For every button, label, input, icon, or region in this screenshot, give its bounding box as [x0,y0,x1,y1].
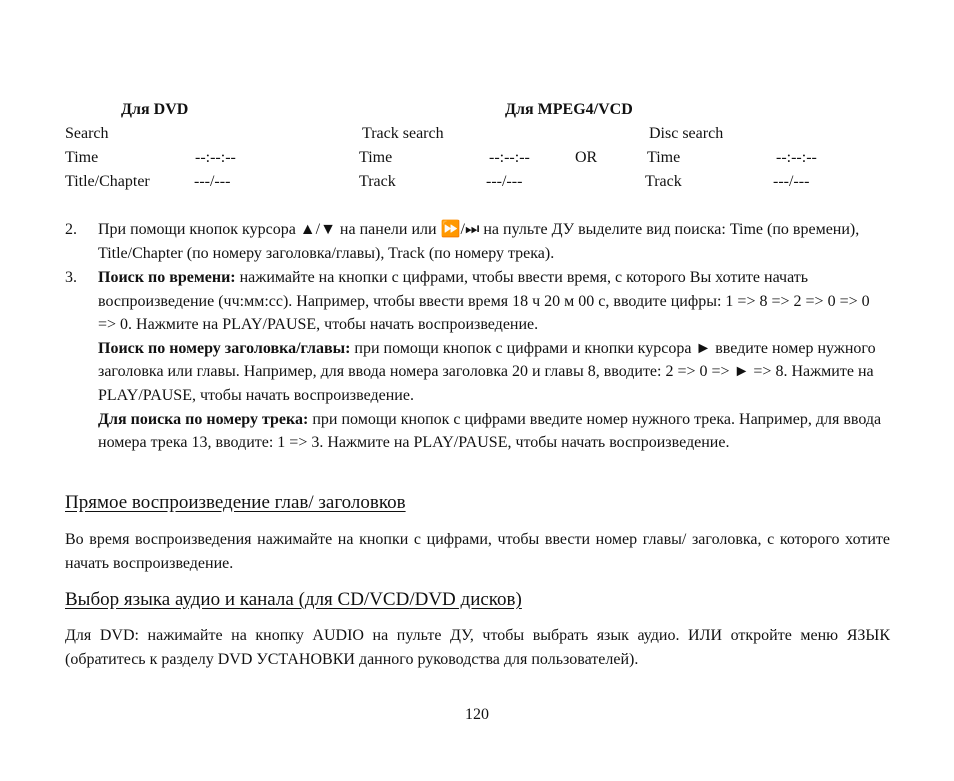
step-number: 2. [65,221,77,238]
step-text: При помощи кнопок курсора ▲/▼ на панели или ⏩/⏭ на пульте ДУ выделите вид поиска: Time (по времени), Title/Chapter (по номеру заголовка/главы), Track (по номеру трека). [98,221,860,262]
step-body [98,266,891,455]
dvd-title-chapter-value: ---/--- [194,173,231,190]
dvd-time-label: Time [65,149,99,166]
direct-playback-text: Во время воспроизведения нажимайте на кнопки с цифрами, чтобы ввести номер главы/ заголовка, с которого хотите начать воспроизведение. [65,531,890,572]
dvd-title-chapter-label: Title/Chapter [65,173,150,190]
title-search-text: при помощи кнопок с цифрами и кнопки курсора ► введите номер нужного заголовка или главы. Например, для ввода номера заголовка 20 и главы 8, вводите: 2 => 0 => ► => 8. Нажмите на PLAY/PAUSE, чтобы начать воспроизведение. [98,339,876,404]
audio-language-text: Для DVD: нажимайте на кнопку AUDIO на пульте ДУ, чтобы выбрать язык аудио. ИЛИ откройте меню ЯЗЫК (обратитесь к разделу DVD УСТАНОВКИ данного руководства для пользователей). [65,627,890,668]
disc-track-value: ---/--- [773,173,810,190]
time-search-title: Поиск по времени: [98,269,236,286]
track-track-value: ---/--- [486,173,523,190]
title-search-title: Поиск по номеру заголовка/главы: [98,339,351,357]
title-search-paragraph [98,337,891,408]
time-search-paragraph [98,266,891,337]
time-search-text: нажимайте на кнопки с цифрами, чтобы ввести время, с которого Вы хотите начать воспроизведение (чч:мм:сс). Например, чтобы ввести время 18 ч 20 м 00 с, вводите цифры: 1 => 8 => 2 => 0 => 0 => 0. Нажмите на PLAY/PAUSE, чтобы начать воспроизведение. [98,269,870,334]
disc-track-label: Track [645,173,682,190]
track-search-label: Track search [362,125,444,142]
disc-time-label: Time [647,149,681,166]
dvd-search-label: Search [65,125,109,142]
audio-language-heading: Выбор языка аудио и канала (для CD/VCD/DVD дисков) [65,589,522,610]
track-search-text: при помощи кнопок с цифрами введите номер нужного трека. Например, для ввода номера трека 13, вводите: 1 => 3. Нажмите на PLAY/PAUSE, чтобы начать воспроизведение. [98,410,882,452]
disc-time-value: --:--:-- [776,149,817,166]
step-3 [65,266,891,480]
step-2 [65,218,891,266]
track-track-label: Track [359,173,396,190]
step-number: 3. [65,269,77,286]
dvd-time-value: --:--:-- [195,149,236,166]
track-search-title: Для поиска по номеру трека: [98,410,309,428]
track-search-paragraph [98,408,891,455]
dvd-header: Для DVD [121,101,189,118]
page-number: 120 [465,706,489,723]
or-label: OR [575,149,598,166]
direct-playback-heading: Прямое воспроизведение глав/ заголовков [65,492,406,513]
disc-search-label: Disc search [649,125,724,142]
mpeg-vcd-header: Для MPEG4/VCD [505,101,633,118]
track-time-label: Time [359,149,393,166]
track-time-value: --:--:-- [489,149,530,166]
